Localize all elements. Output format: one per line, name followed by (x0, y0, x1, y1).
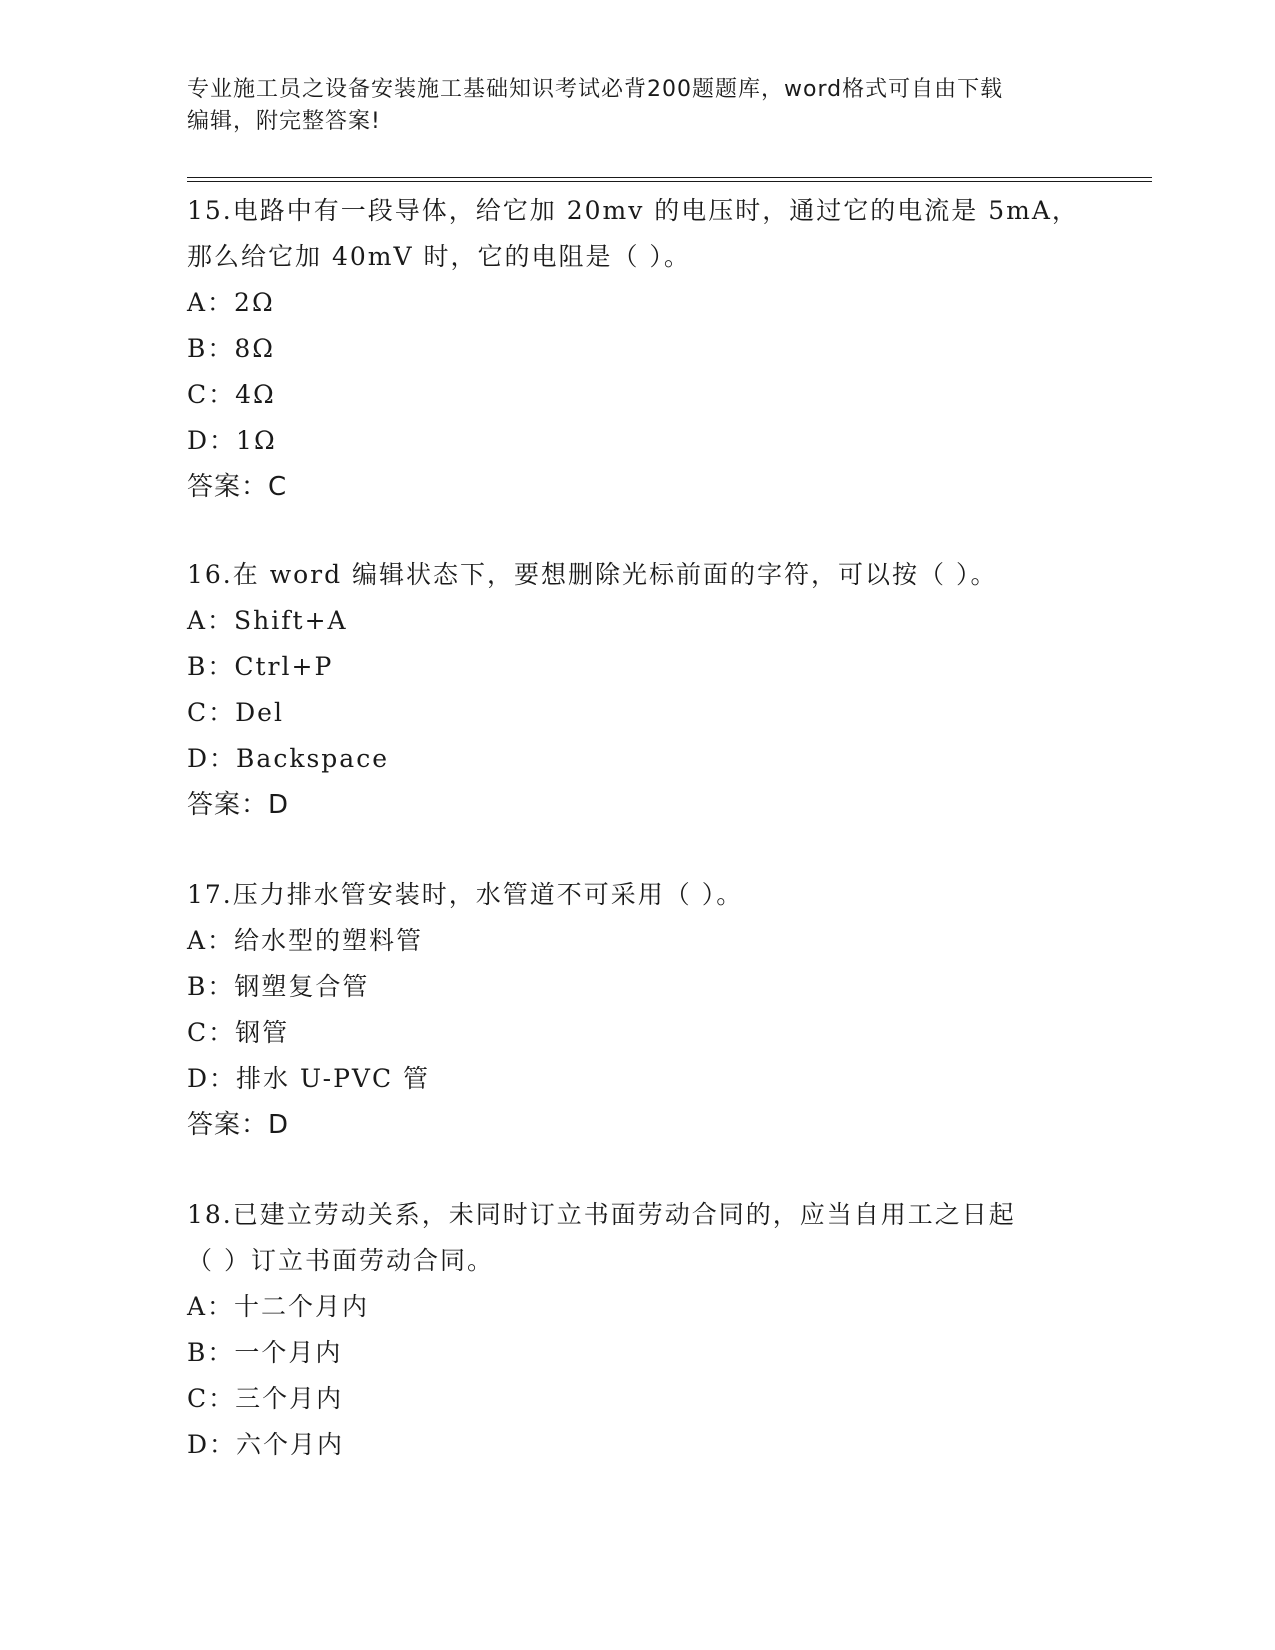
header-divider-top (187, 177, 1152, 178)
question-stem-line: 15.电路中有一段导体，给它加 20mv 的电压时，通过它的电流是 5mA， (187, 196, 1079, 225)
option-c: C：4Ω (187, 380, 276, 409)
question-15 (187, 188, 1087, 510)
answer-line: 答案：D (187, 790, 290, 820)
option-c: C：钢管 (187, 1018, 290, 1047)
option-a: A：2Ω (187, 288, 275, 317)
question-18 (187, 1192, 1087, 1468)
question-stem-line: 16.在 word 编辑状态下，要想删除光标前面的字符，可以按（ ）。 (187, 560, 998, 589)
option-b: B：Ctrl+P (187, 652, 334, 681)
option-c: C：三个月内 (187, 1384, 344, 1413)
header-line-2: 编辑，附完整答案! (187, 109, 381, 134)
option-b: B：钢塑复合管 (187, 972, 370, 1001)
header-line-1: 专业施工员之设备安装施工基础知识考试必背200题题库，word格式可自由下载 (187, 77, 1004, 102)
question-stem-line: （ ）订立书面劳动合同。 (187, 1246, 494, 1275)
answer-line: 答案：D (187, 1110, 290, 1140)
question-stem-line: 18.已建立劳动关系，未同时订立书面劳动合同的，应当自用工之日起 (187, 1200, 1016, 1229)
option-a: A：Shift+A (187, 606, 348, 635)
option-c: C：Del (187, 698, 284, 727)
option-d: D：Backspace (187, 744, 390, 773)
option-a: A：十二个月内 (187, 1292, 370, 1321)
question-16 (187, 552, 1087, 828)
answer-line: 答案：C (187, 472, 288, 502)
header-divider-bottom (187, 181, 1152, 182)
option-d: D：排水 U-PVC 管 (187, 1064, 431, 1093)
question-17 (187, 872, 1087, 1148)
option-b: B：8Ω (187, 334, 276, 363)
option-b: B：一个月内 (187, 1338, 343, 1367)
question-stem-line: 那么给它加 40mV 时，它的电阻是（ ）。 (187, 242, 691, 271)
question-stem-line: 17.压力排水管安装时，水管道不可采用（ ）。 (187, 880, 744, 909)
option-d: D：1Ω (187, 426, 277, 455)
document-header (187, 74, 1087, 138)
option-d: D：六个月内 (187, 1430, 345, 1459)
option-a: A：给水型的塑料管 (187, 926, 424, 955)
